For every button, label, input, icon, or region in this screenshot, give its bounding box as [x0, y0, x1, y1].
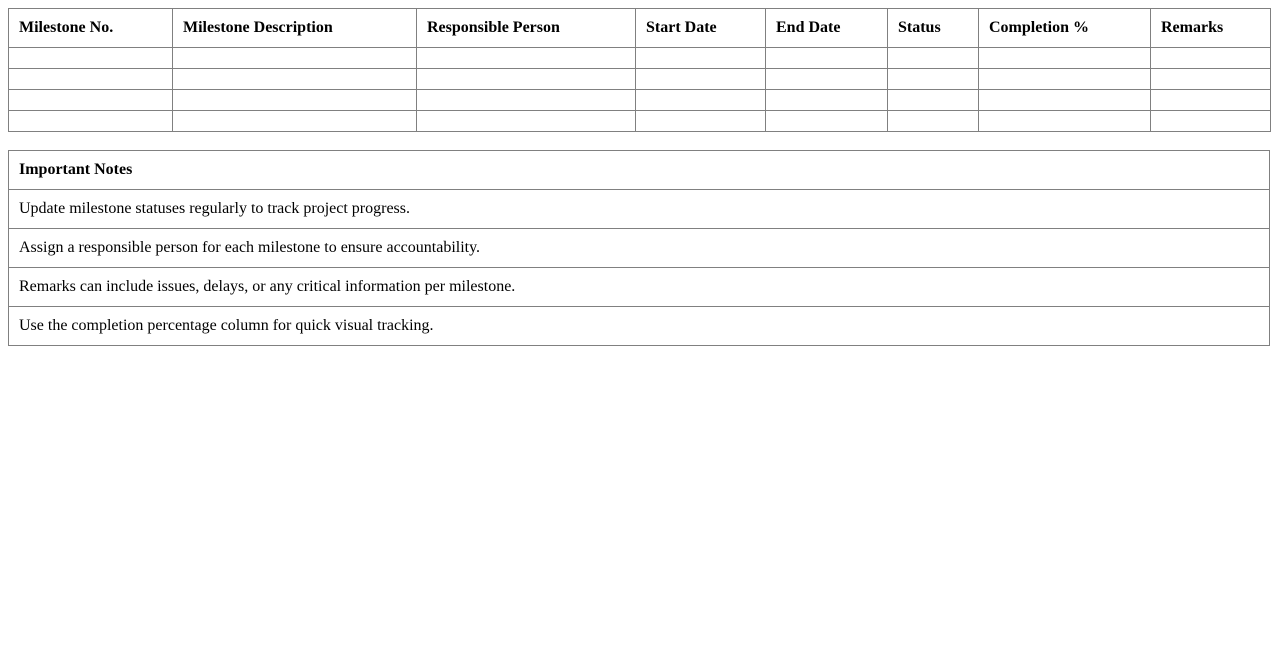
header-milestone-no: Milestone No.: [9, 9, 173, 48]
note-text: Update milestone statuses regularly to track project progress.: [9, 190, 1270, 229]
important-notes-table: [8, 150, 1270, 346]
table-row: [9, 90, 1271, 111]
table-cell: [888, 90, 979, 111]
table-row: [9, 48, 1271, 69]
list-item: [9, 229, 1270, 268]
table-cell: [636, 69, 766, 90]
table-cell: [636, 48, 766, 69]
table-cell: [766, 111, 888, 132]
table-cell: [636, 111, 766, 132]
table-cell: [417, 111, 636, 132]
table-cell: [9, 90, 173, 111]
table-cell: [9, 69, 173, 90]
table-cell: [979, 48, 1151, 69]
header-remarks: Remarks: [1151, 9, 1271, 48]
table-cell: [1151, 90, 1271, 111]
table-cell: [1151, 48, 1271, 69]
header-milestone-description: Milestone Description: [173, 9, 417, 48]
table-row: [9, 111, 1271, 132]
table-cell: [417, 90, 636, 111]
header-completion-percent: Completion %: [979, 9, 1151, 48]
table-cell: [888, 111, 979, 132]
list-item: [9, 268, 1270, 307]
table-cell: [9, 111, 173, 132]
milestone-table: [8, 8, 1271, 132]
table-cell: [173, 111, 417, 132]
header-status: Status: [888, 9, 979, 48]
table-cell: [1151, 69, 1271, 90]
table-cell: [766, 90, 888, 111]
list-item: [9, 307, 1270, 346]
table-cell: [766, 69, 888, 90]
header-end-date: End Date: [766, 9, 888, 48]
table-cell: [1151, 111, 1271, 132]
notes-header-row: [9, 151, 1270, 190]
note-text: Remarks can include issues, delays, or any critical information per milestone.: [9, 268, 1270, 307]
note-text: Assign a responsible person for each milestone to ensure accountability.: [9, 229, 1270, 268]
notes-heading: Important Notes: [9, 151, 1270, 190]
table-cell: [888, 48, 979, 69]
table-row: [9, 69, 1271, 90]
table-cell: [173, 48, 417, 69]
table-cell: [173, 90, 417, 111]
header-responsible-person: Responsible Person: [417, 9, 636, 48]
table-cell: [636, 90, 766, 111]
table-cell: [979, 90, 1151, 111]
header-start-date: Start Date: [636, 9, 766, 48]
table-cell: [979, 69, 1151, 90]
table-cell: [417, 69, 636, 90]
list-item: [9, 190, 1270, 229]
milestone-header-row: [9, 9, 1271, 48]
table-cell: [766, 48, 888, 69]
table-cell: [9, 48, 173, 69]
document-page: [8, 8, 1270, 346]
note-text: Use the completion percentage column for quick visual tracking.: [9, 307, 1270, 346]
table-cell: [173, 69, 417, 90]
table-cell: [979, 111, 1151, 132]
table-cell: [888, 69, 979, 90]
table-cell: [417, 48, 636, 69]
